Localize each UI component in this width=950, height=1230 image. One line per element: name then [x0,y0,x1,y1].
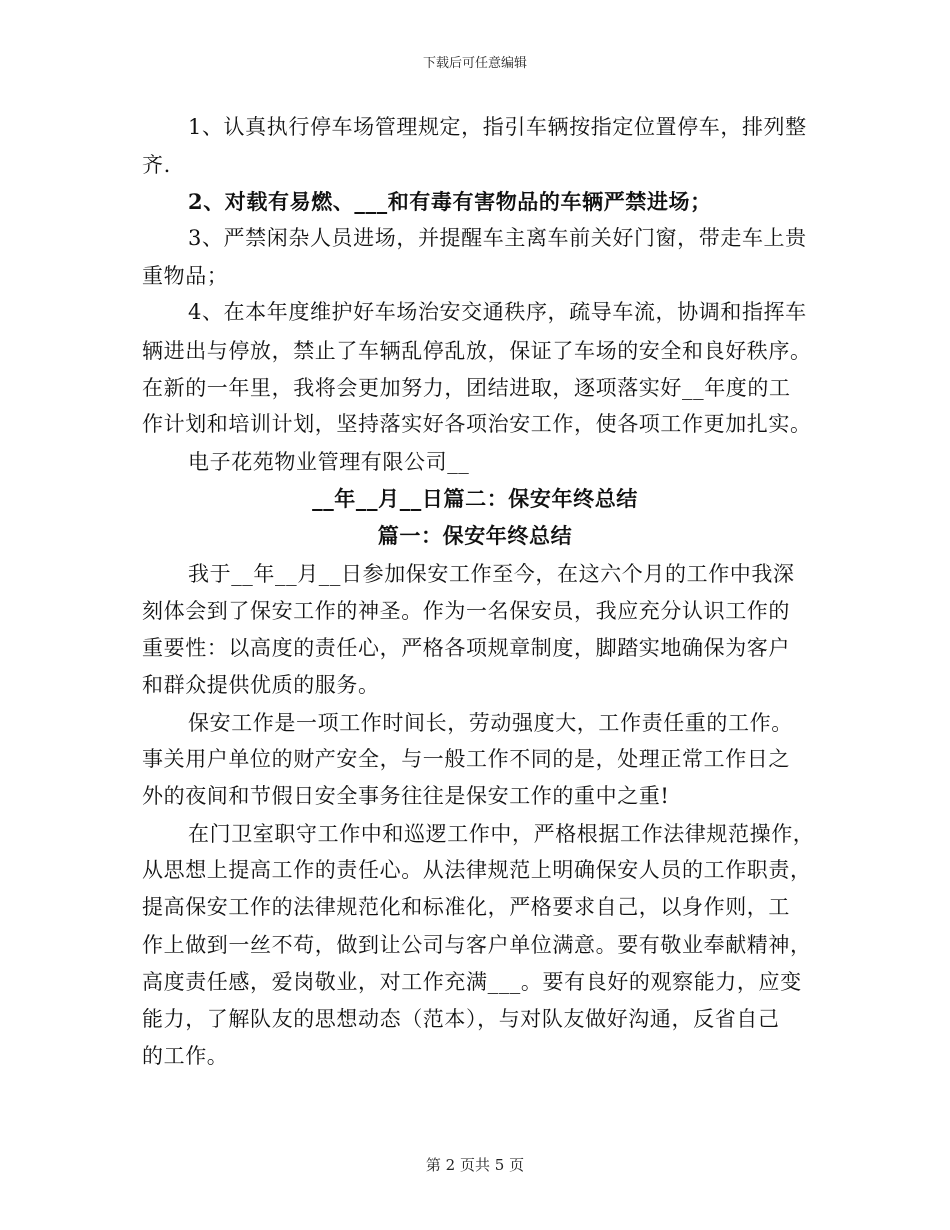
section-title: __年__月__日篇二：保安年终总结 [312,486,638,511]
signature-line: 电子花苑物业管理有限公司__ [188,450,470,474]
text-line: 能力，了解队友的思想动态（范本），与对队友做好沟通，反省自己 [142,1007,780,1031]
text-line: 刻体会到了保安工作的神圣。作为一名保安员，我应充分认识工作的 [142,599,790,623]
text-line: 1、认真执行停车场管理规定，指引车辆按指定位置停车，排列整 [188,115,807,139]
text-line: 3、严禁闲杂人员进场，并提醒车主离车前关好门窗，带走车上贵 [188,226,807,250]
page-footer: 第 2 页共 5 页 [425,1156,525,1174]
text-line: 齐. [142,153,171,177]
text-line: 辆进出与停放，禁止了车辆乱停乱放，保证了车场的安全和良好秩序。 [142,339,812,363]
text-line: 从思想上提高工作的责任心。从法律规范上明确保安人员的工作职责， [142,858,812,882]
text-line: 高度责任感，爱岗敬业，对工作充满___。要有良好的观察能力，应变 [142,970,802,994]
text-line: 作上做到一丝不苟，做到让公司与客户单位满意。要有敬业奉献精神， [142,933,812,957]
text-line: 作计划和培训计划，坚持落实好各项治安工作，使各项工作更加扎实。 [142,412,812,436]
text-line: 事关用户单位的财产安全，与一般工作不同的是，处理正常工作日之 [142,747,790,771]
text-line: 我于__年__月__日参加保安工作至今，在这六个月的工作中我深 [188,562,795,586]
page-header: 下载后可任意编辑 [422,56,527,71]
text-line: 重物品； [142,264,229,288]
text-line: 提高保安工作的法律规范化和标准化，严格要求自己，以身作则，工 [142,895,790,919]
text-line: 外的夜间和节假日安全事务往往是保安工作的重中之重! [142,784,670,808]
text-line: 在新的一年里，我将会更加努力，团结进取，逐项落实好__年度的工 [142,376,791,400]
text-line: 和群众提供优质的服务。 [142,673,380,697]
text-line: 4、在本年度维护好车场治安交通秩序，疏导车流，协调和指挥车 [188,300,807,324]
text-line: 重要性：以高度的责任心，严格各项规章制度，脚踏实地确保为客户 [142,636,790,660]
text-line: 在门卫室职守工作中和巡逻工作中，严格根据工作法律规范操作， [188,822,815,846]
text-line: 的工作。 [142,1044,229,1068]
text-line: 2、对载有易燃、___和有毒有害物品的车辆严禁进场； [188,189,712,214]
text-line: 保安工作是一项工作时间长，劳动强度大，工作责任重的工作。 [188,711,793,735]
section-title: 篇一：保安年终总结 [377,523,573,548]
